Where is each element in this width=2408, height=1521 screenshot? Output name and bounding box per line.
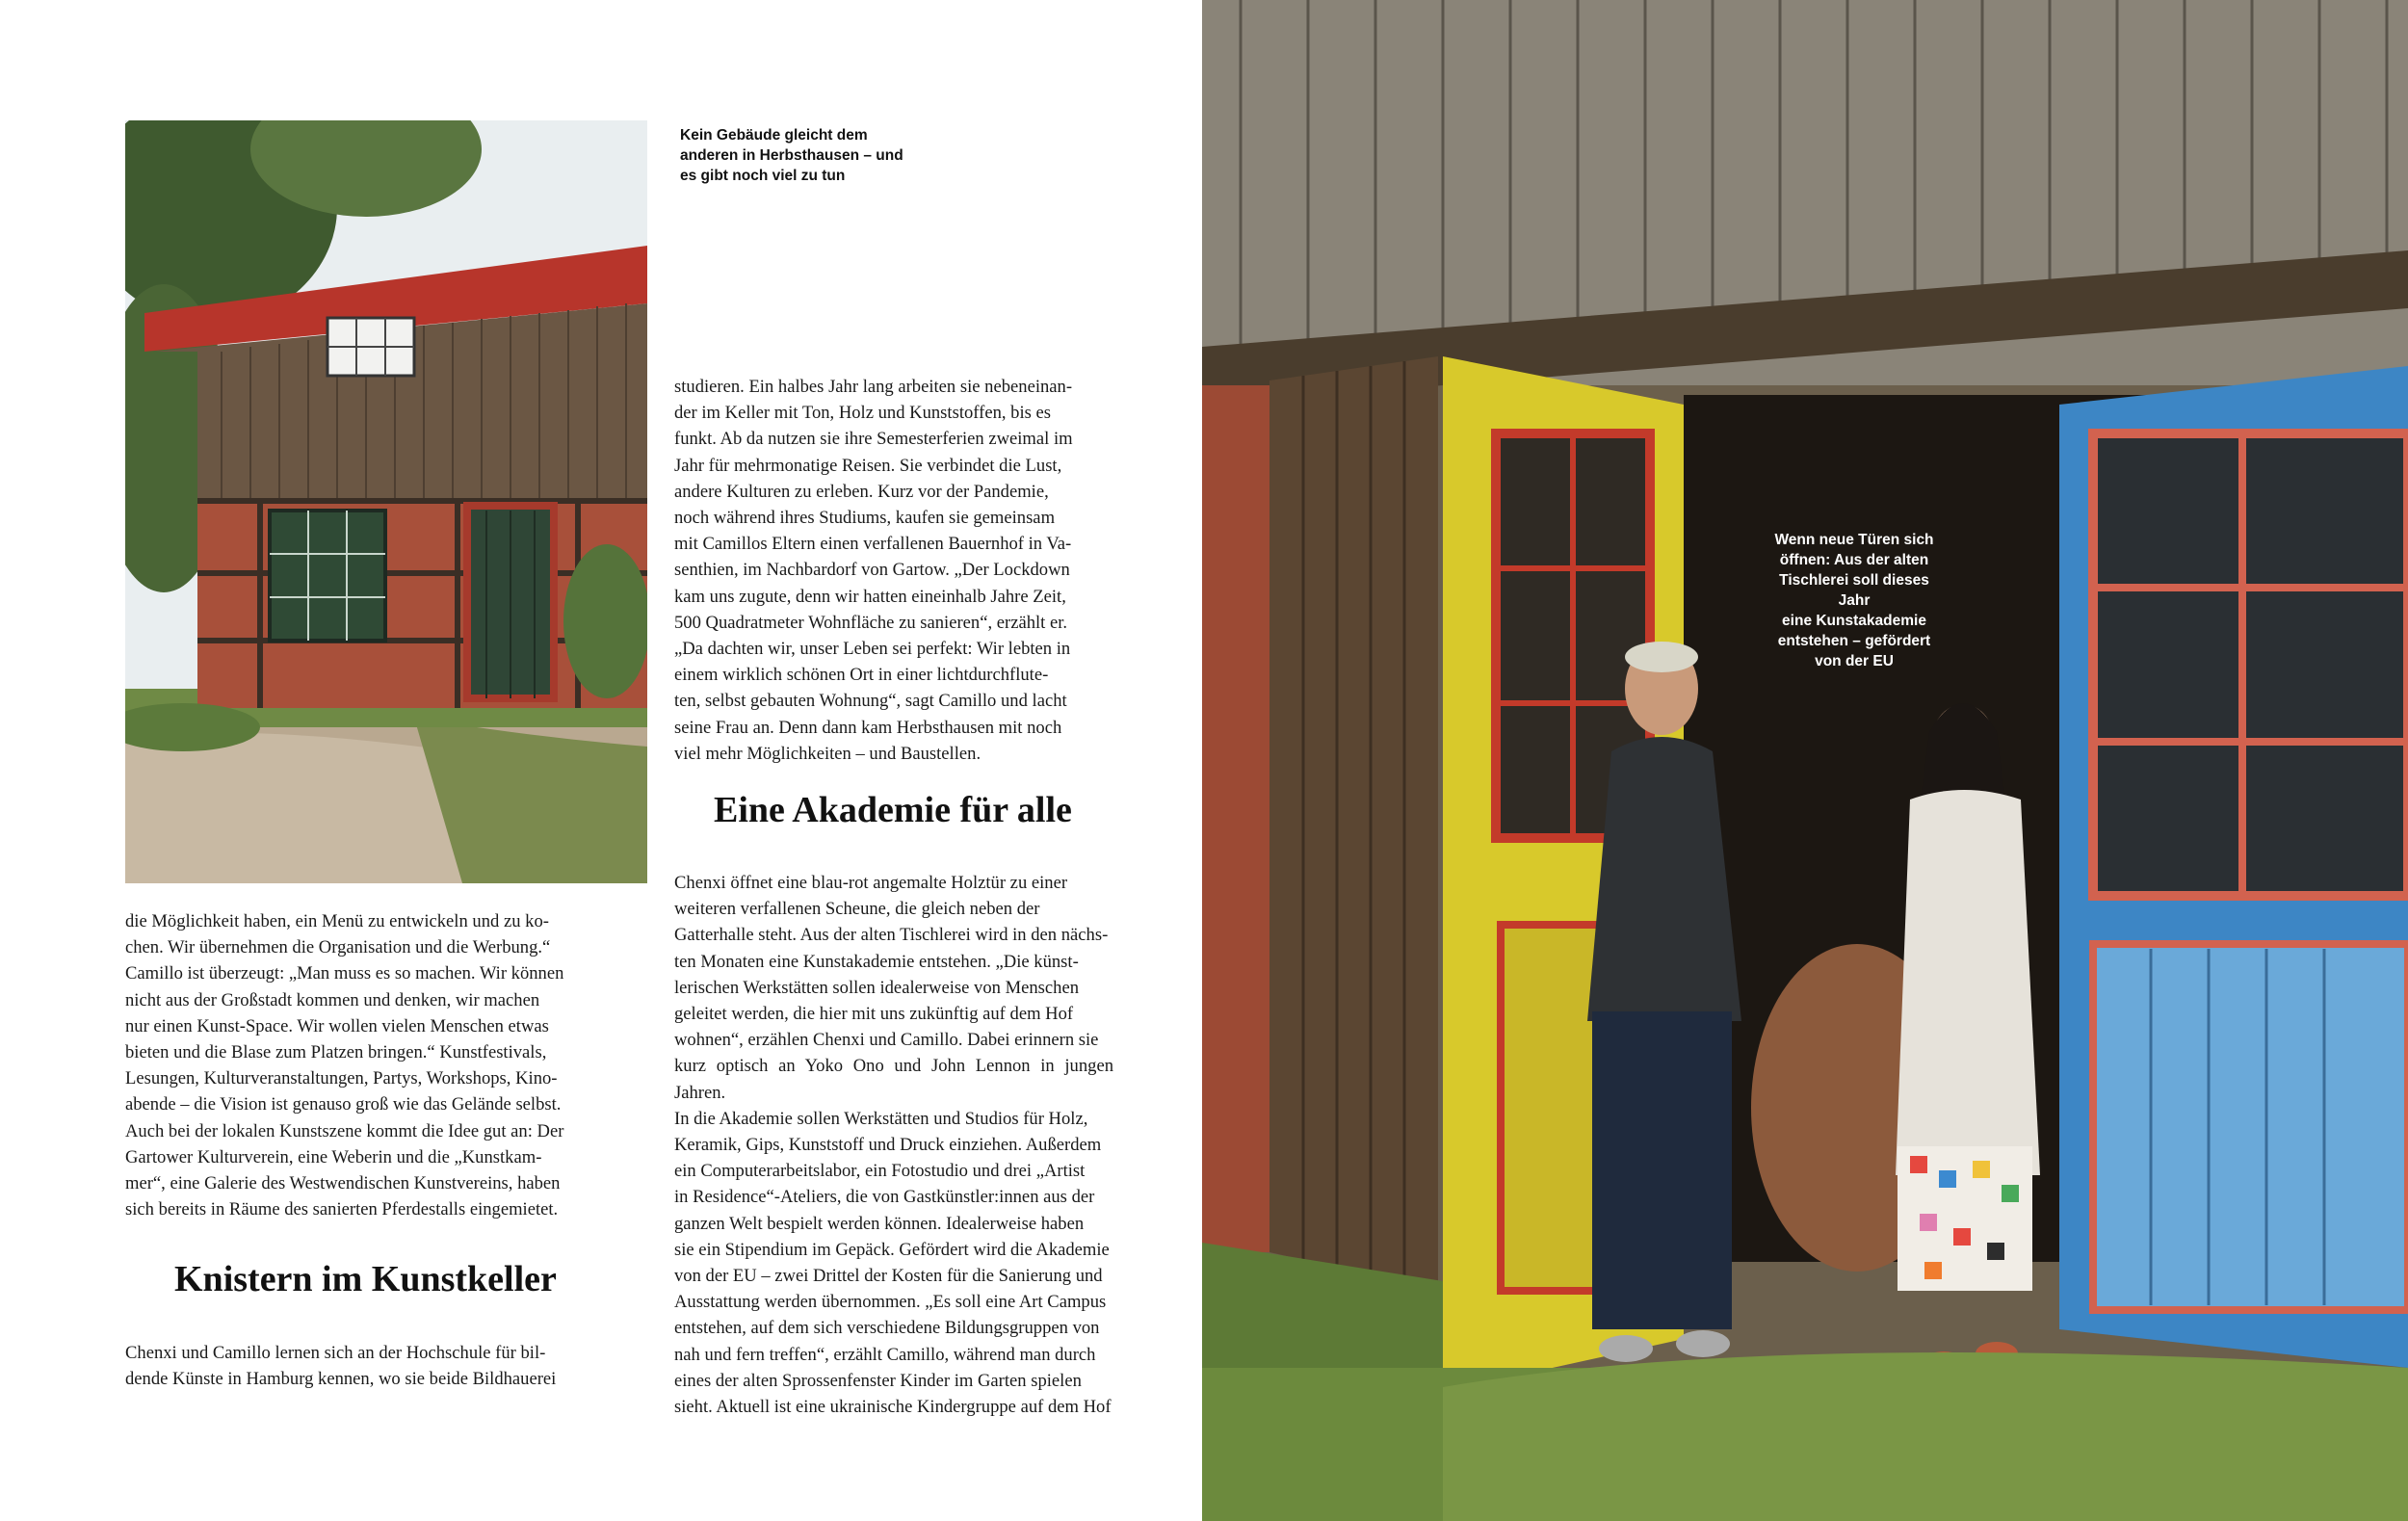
body-paragraph: studieren. Ein halbes Jahr lang arbeiten sie nebeneinan- der im Keller mit Ton, Holz und Kunststoffen, bis es funkt. Ab da nutzen sie ihre Semesterferien zweimal im Jahr für mehrmonatige Reisen. Sie verbindet die Lust, andere Kulturen zu erleben. Kurz vor der Pandemie, noch während ihres Studiums, kaufen sie gemeinsam mit Camillos Eltern einen verfallenen Bauernhof in Va- senthien, im Nachbardorf von Gartow. „Der Lockdown kam uns zugute, denn wir hatten eineinhalb Jahre Zeit, 500 Quadratmeter Wohnfläche zu sanieren“, erzählt er. „Da dachten wir, unser Leben sei perfekt: Wir lebten in einem wirklich schönen Ort in einer lichtdurchflute- ten, selbst gebauten Wohnung“, sagt Camillo und lacht seine Frau an. Denn dann kam Herbsthausen mit noch viel mehr Möglichkeiten – und Baustellen. [674, 377, 1073, 764]
body-column-right-top [674, 374, 1113, 767]
body-paragraph: Chenxi und Camillo lernen sich an der Hochschule für bil- dende Künste in Hamburg kennen, wo sie beide Bildhauerei [125, 1343, 557, 1390]
body-column-left-end [125, 1340, 607, 1392]
body-column-right-bottom [674, 870, 1113, 1420]
body-paragraph: die Möglichkeit haben, ein Menü zu entwickeln und zu ko- chen. Wir übernehmen die Organisation und die Werbung.“ Camillo ist überzeugt: „Man muss es so machen. Wir können nicht aus der Großstadt kommen und denken, wir machen nur einen Kunst-Space. Wir wollen vielen Menschen etwas bieten und die Blase zum Platzen bringen.“ Kunstfestivals, Lesungen, Kulturveranstaltungen, Partys, Workshops, Kino- abende – die Vision ist genauso groß wie das Gelände selbst. Auch bei der lokalen Kunstszene kommt die Idee gut an: Der Gartower Kulturverein, eine Weberin und die „Kunstkam- mer“, eine Galerie des Westwendischen Kunstvereins, haben sich bereits in Räume des sanierten Pferdestalls eingemietet. [125, 911, 564, 1220]
photo-caption-right: Wenn neue Türen sich öffnen: Aus der alten Tischlerei soll dieses Jahr eine Kunstakademie entstehen – gefördert von der EU [1774, 532, 1934, 669]
body-paragraph: Chenxi öffnet eine blau-rot angemalte Holztür zu einer weiteren verfallenen Scheune, die gleich neben der Gatterhalle steht. Aus der alten Tischlerei wird in den nächs- ten Monaten eine Kunstakademie entstehen. „Die künst- lerischen Werkstätten sollen idealerweise von Menschen geleitet werden, die hier mit uns zukünftig auf dem Hof wohnen“, erzählen Chenxi und Camillo. Dabei erinnern sie kurz optisch an Yoko Ono und John Lennon in jungen Jahren. In die Akademie sollen Werkstätten und Studios für Holz, Keramik, Gips, Kunststoff und Druck einziehen. Außerdem ein Computerarbeitslabor, ein Fotostudio und drei „Artist in Residence“-Ateliers, die von Gastkünstler:innen aus der ganzen Welt bespielt werden können. Idealerweise haben sie ein Stipendium im Gepäck. Gefördert wird die Akademie von der EU – zwei Drittel der Kosten für die Sanierung und Ausstattung werden übernommen. „Es soll eine Art Campus entstehen, auf dem sich verschiedene Bildungsgruppen von nah und fern treffen“, erzählt Camillo, während man durch eines der alten Sprossenfenster Kinder im Garten spielen sieht. Aktuell ist eine ukrainische Kindergruppe auf dem Hof [674, 873, 1113, 1418]
section-heading-akademie: Eine Akademie für alle [714, 790, 1072, 830]
section-heading-kunstkeller: Knistern im Kunstkeller [174, 1259, 557, 1299]
photo-caption-left: Kein Gebäude gleicht dem anderen in Herbsthausen – und es gibt noch viel zu tun [680, 127, 903, 184]
right-page [1202, 0, 2408, 1521]
barn-photo [125, 120, 647, 883]
body-column-left [125, 908, 607, 1222]
portrait-photo [1202, 0, 2408, 1521]
left-page [0, 0, 1202, 1521]
